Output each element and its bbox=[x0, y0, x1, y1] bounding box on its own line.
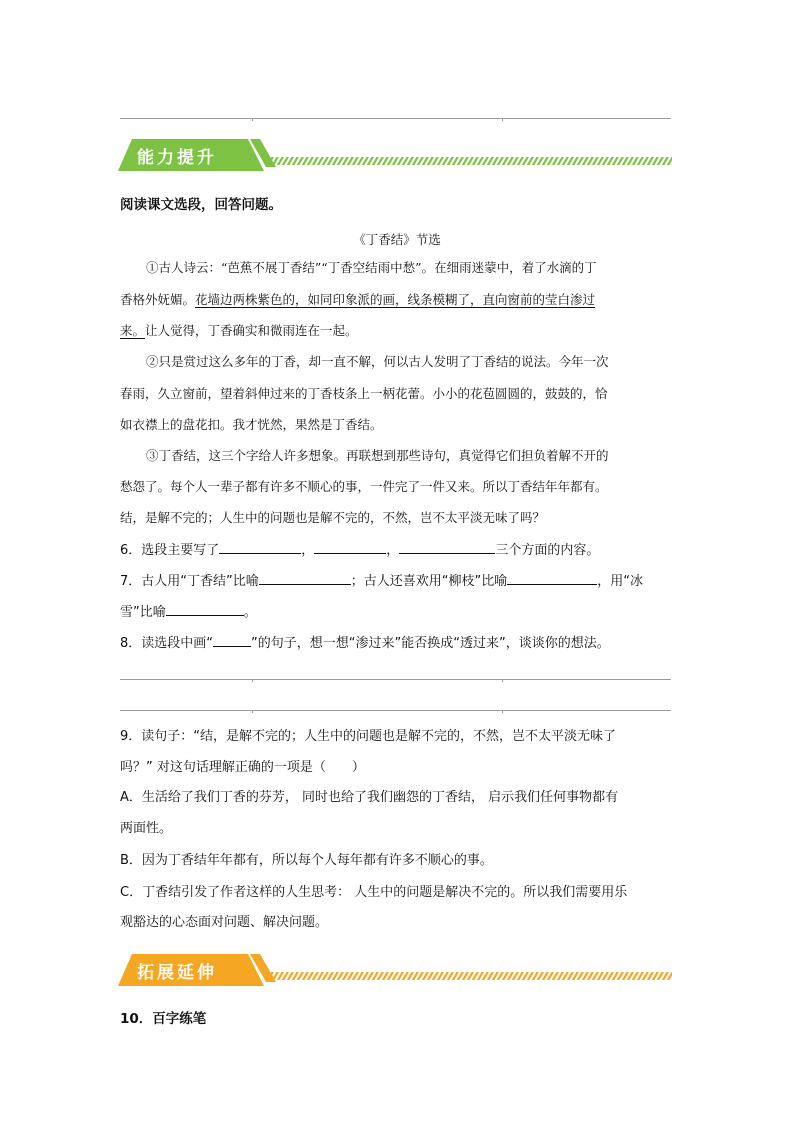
question-7-line1: 7．古人用“丁香结”比喻 ；古人还喜欢用“柳枝”比喻 ，用“冰 bbox=[120, 570, 643, 592]
passage-p2-line3: 如衣襟上的盘花扣。我才恍然，果然是丁香结。 bbox=[120, 417, 383, 432]
banner-stripes bbox=[268, 157, 672, 165]
option-c-line1[interactable]: C．丁香结引发了作者这样的人生思考： 人生中的问题是解决不完的。所以我们需要用乐 bbox=[120, 885, 628, 900]
underlined-sentence-end: 来。 bbox=[120, 323, 146, 338]
answer-line-8b[interactable] bbox=[120, 710, 671, 711]
passage-p3-line2: 愁怨了。每个人一辈子都有许多不顺心的事，一件完了一件又来。所以丁香结年年都有。 bbox=[120, 479, 608, 494]
answer-blank-7a[interactable] bbox=[259, 570, 351, 585]
instruction: 阅读课文选段，回答问题。 bbox=[120, 197, 282, 213]
answer-blank-6a[interactable] bbox=[219, 539, 301, 554]
passage-p1-line1: ①古人诗云：“芭蕉不展丁香结”“丁香空结雨中愁”。在细雨迷蒙中，着了水滴的丁 bbox=[146, 260, 597, 275]
passage-p3-line1: ③丁香结，这三个字给人许多想象。再联想到那些诗句，真觉得它们担负着解不开的 bbox=[146, 448, 609, 463]
option-a-line2: 两面性。 bbox=[120, 821, 173, 836]
question-7-line2: 雪”比喻 。 bbox=[120, 601, 257, 623]
passage-p2-line1: ②只是赏过这么多年的丁香，却一直不解，何以古人发明了丁香结的说法。今年一次 bbox=[146, 354, 609, 369]
section-title-ability: 能力提升 bbox=[137, 148, 217, 168]
answer-blank-6b[interactable] bbox=[314, 539, 386, 554]
underlined-sentence: 花墙边两株紫色的，如同印象派的画，线条模糊了，直向窗前的莹白渗过 bbox=[195, 292, 596, 307]
option-c-line2: 观豁达的心态面对问题、解决问题。 bbox=[120, 915, 329, 930]
option-b[interactable]: B．因为丁香结年年都有，所以每个人每年都有许多不顺心的事。 bbox=[120, 853, 493, 868]
answer-blank-7b[interactable] bbox=[507, 570, 597, 585]
top-rule bbox=[120, 118, 671, 119]
passage-p3-line3: 结，是解不完的；人生中的问题也是解不完的，不然，岂不太平淡无味了吗？ bbox=[120, 510, 546, 525]
answer-blank-6c[interactable] bbox=[399, 539, 495, 554]
option-a-line1[interactable]: A．生活给了我们丁香的芬芳， 同时也给了我们幽怨的丁香结， 启示我们任何事物都有 bbox=[120, 790, 619, 805]
passage-title: 《丁香结》节选 bbox=[353, 232, 441, 247]
section-banner-extend bbox=[118, 952, 674, 988]
passage-p1-line3: 来。让人觉得，丁香确实和微雨连在一起。 bbox=[120, 323, 358, 338]
answer-line-8a[interactable] bbox=[120, 679, 671, 680]
underline-sample bbox=[213, 632, 251, 647]
section-banner-ability bbox=[118, 137, 674, 173]
question-6: 6．选段主要写了 ， ， 三个方面的内容。 bbox=[120, 539, 599, 561]
passage-p2-line2: 春雨，久立窗前，望着斜伸过来的丁香枝条上一柄花蕾。小小的花苞圆圆的，鼓鼓的，恰 bbox=[120, 386, 608, 401]
question-9-line2: 吗？” 对这句话理解正确的一项是（ ） bbox=[120, 760, 365, 775]
question-8: 8．读选段中画“ ”的句子，想一想“渗过来”能否换成“透过来”，谈谈你的想法。 bbox=[120, 632, 610, 654]
section-title-extend: 拓展延伸 bbox=[137, 963, 217, 983]
question-10: 10．百字练笔 bbox=[120, 1011, 207, 1027]
passage-p1-line2: 香格外妩媚。花墙边两株紫色的，如同印象派的画，线条模糊了，直向窗前的莹白渗过 bbox=[120, 292, 596, 307]
question-9-line1: 9．读句子：“结，是解不完的；人生中的问题也是解不完的，不然，岂不太平淡无味了 bbox=[120, 729, 617, 744]
answer-blank-7c[interactable] bbox=[166, 601, 244, 616]
